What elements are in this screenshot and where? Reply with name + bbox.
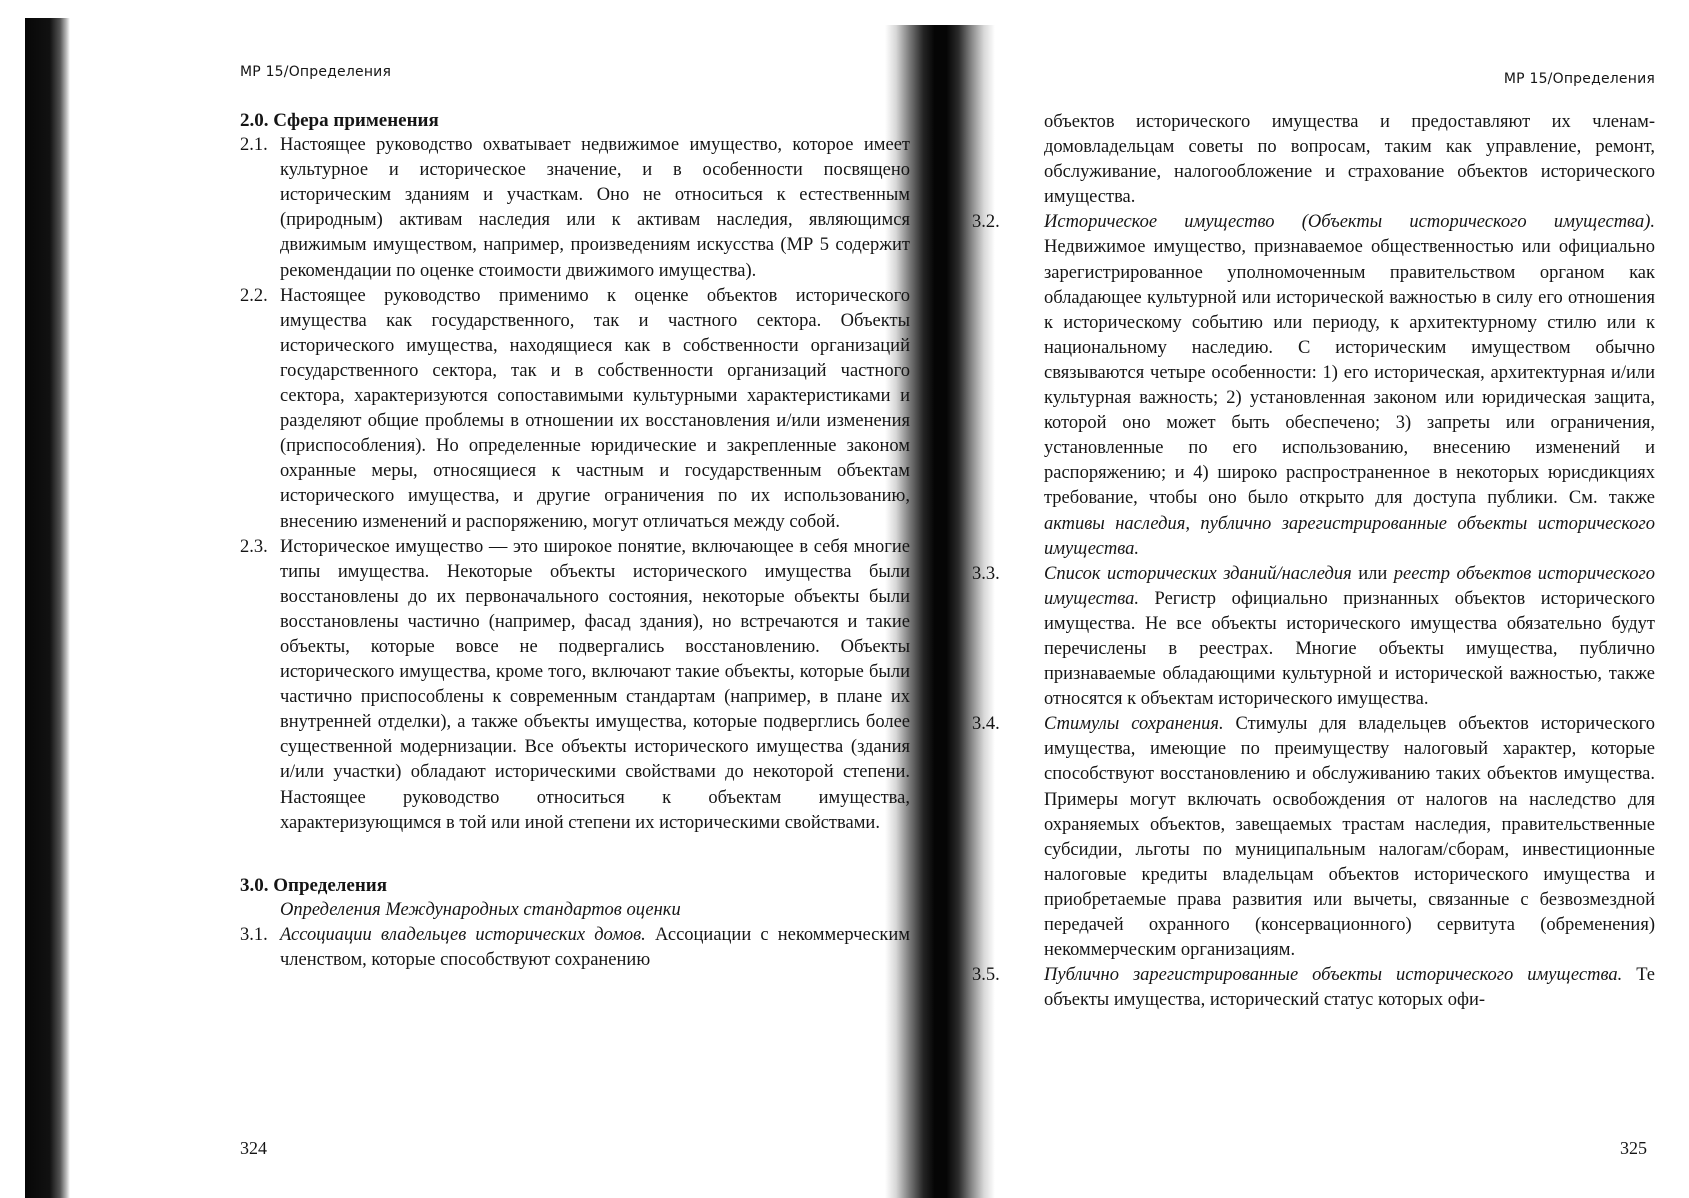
- paragraph-text: Настоящее руководство применимо к оценке объектов исторического имущества как государственного, так и частного сектора. Объекты исторического имущества, находящиеся как в собственности организаций государственного сектора, так и в собственности организаций частного сектора, характеризуются сопоставимыми культурными характеристиками и разделяют общие проблемы в отношении их восстановления и/или изменения (приспособления). Но определенные юридические и закрепленные законом охранные меры, относящиеся к частным и государственным объектам исторического имущества, и другие ограничения по их использованию, внесению изменений и распоряжению, могут отличаться между собой.: [280, 285, 910, 532]
- page-number: 325: [1620, 1138, 1647, 1158]
- paragraph-number: 2.1.: [240, 135, 268, 156]
- paragraph-3-2: [972, 210, 1655, 561]
- paragraph-3-4: [972, 712, 1655, 963]
- paragraph-3-3: [972, 562, 1655, 713]
- left-page: [240, 0, 910, 1198]
- paragraph-3-1: [240, 923, 910, 973]
- section-title-definitions: 3.0. Определения: [240, 874, 388, 896]
- running-head: МР 15/Определения: [240, 64, 392, 80]
- paragraph-text: Настоящее руководство охватывает недвижимое имущество, которое имеет культурное и историческое значение, и в особенности посвящено историческим зданиям и участкам. Оно не относиться к естественным (природным) активам наследия или к активам наследия, являющимся движимым имуществом, например, произведениям искусства (МР 5 содержит рекомендации по оценке стоимости движимого имущества).: [280, 135, 910, 281]
- section-title-scope: 2.0. Сфера применения: [240, 110, 439, 131]
- paragraph-number: 2.3.: [240, 536, 268, 557]
- paragraph-text: Историческое имущество — это широкое понятие, включающее в себя многие типы имущества. Некоторые объекты исторического имущества были восстановлены до их первоначального состояния, некоторые объекты были восстановлены частично (например, фасад здания), но встречаются и такие объекты, которые вовсе не подвергались восстановлению. Объекты исторического имущества, кроме того, включают такие объекты, которые были частично приспособлены к современным стандартам (например, в плане их внутренней отделки), а также объекты имущества, которые подверглись более существенной модернизации. Все объекты исторического имущества (здания и/или участки) обладают историческими свойствами до некоторой степени. Настоящее руководство относиться к объектам имущества, характеризующимся в той или иной степени их историческими свойствами.: [280, 536, 910, 833]
- paragraph-number: 2.2.: [240, 285, 268, 306]
- definitions-subtitle: Определения Международных стандартов оценки: [280, 899, 681, 920]
- defined-term: Публично зарегистрированные объекты исторического имущества.: [1044, 965, 1623, 986]
- defined-term: реестр объектов исторического имущества.: [1044, 563, 1655, 609]
- conjunction: или: [1351, 563, 1394, 584]
- running-head: МР 15/Определения: [1503, 71, 1655, 87]
- paragraph-text: Стимулы для владельцев объектов исторического имущества, имеющие по преимуществу налоговый характер, которые способствуют восстановлению и обслуживанию таких объектов имущества. Примеры могут включать освобождения от налогов на наследство для охраняемых объектов, завещаемых трастам наследия, правительственные субсидии, льготы по муниципальным налогам/сборам, инвестиционные налоговые кредиты владельцам объектов исторического имущества и приобретаемые права развития или вычеты, связанные с безвозмездной передачей охранного (консервационного) сервитута (обременения) некоммерческим организациям.: [1044, 714, 1655, 961]
- paragraph-text: объектов исторического имущества и предоставляют их членам-домовладельцам советы по вопросам, таким как управление, ремонт, обслуживание, налогообложение и страхование объектов исторического имущества.: [1044, 112, 1655, 208]
- paragraph-number: 3.3.: [972, 563, 1000, 584]
- cross-reference: активы наследия, публично зарегистрированные объекты исторического имущества.: [1044, 513, 1655, 559]
- paragraph-text: Те объекты имущества, исторический статус которых офи-: [1044, 965, 1655, 1011]
- defined-term: Ассоциации владельцев исторических домов.: [280, 924, 646, 945]
- defined-term: Список исторических зданий/наследия: [1044, 563, 1352, 584]
- defined-term: Историческое имущество (Объекты исторического имущества).: [1044, 212, 1655, 233]
- paragraph-text: Регистр официально признанных объектов исторического имущества. Не все объекты исторического имущества обязательно будут перечислены в реестрах. Многие объекты имущества, публично признаваемые обладающими культурной и исторической важностью, также относятся к объектам исторического имущества.: [1044, 588, 1655, 710]
- right-page-body: [972, 110, 1655, 1013]
- page-number: 324: [240, 1138, 267, 1158]
- defined-term: Стимулы сохранения.: [1044, 714, 1224, 735]
- paragraph-text: Недвижимое имущество, признаваемое общественностью или официально зарегистрированное уполномоченным правительством органом как обладающее культурной или исторической важностью в силу его отношения к историческому событию или периоду, к архитектурному стилю или к национальному наследию. С историческим имуществом обычно связываются четыре особенности: 1) его историческая, архитектурная и/или культурная важность; 2) установленная законом или юридическая защита, которой оно может быть обеспечено; 3) запреты или ограничения, установленные по его использованию, внесению изменений и распоряжению; и 4) широко распространенное в некоторых юрисдикциях требование, чтобы оно было открыто для доступа публики. См. также: [1044, 237, 1655, 509]
- paragraph-text: Ассоциации с некоммерческим членством, которые способствуют сохранению: [280, 924, 910, 970]
- paragraph-number: 3.2.: [972, 212, 1000, 233]
- paragraph-3-1-continued: [1000, 110, 1655, 210]
- paragraph-3-5: [972, 963, 1655, 1013]
- paragraph-2-1: [240, 133, 910, 284]
- paragraph-2-2: [240, 284, 910, 535]
- paragraph-2-3: [240, 535, 910, 836]
- scan-shadow-left: [25, 18, 70, 1198]
- left-page-body: [240, 108, 910, 973]
- paragraph-number: 3.1.: [240, 924, 268, 945]
- paragraph-number: 3.4.: [972, 714, 1000, 735]
- right-page: [972, 0, 1655, 1198]
- paragraph-number: 3.5.: [972, 965, 1000, 986]
